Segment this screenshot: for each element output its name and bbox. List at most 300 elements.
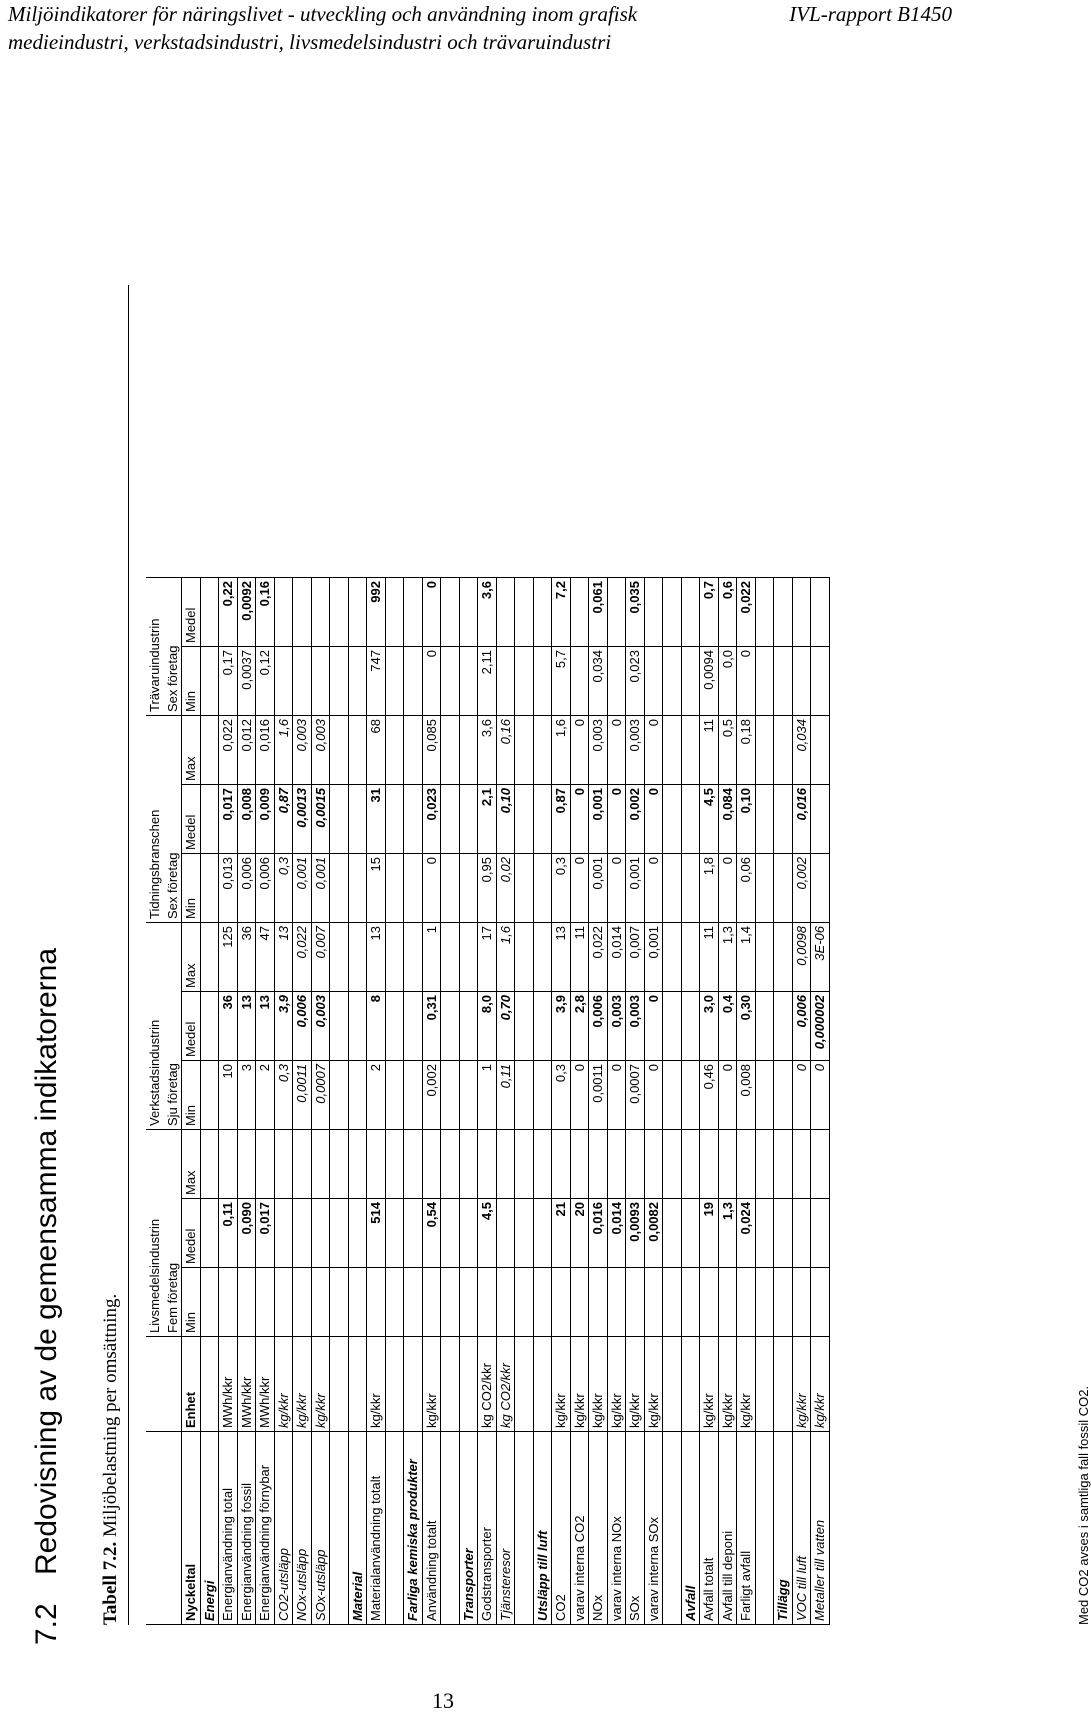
empty-cell bbox=[330, 578, 349, 647]
value-cell: 0,06 bbox=[737, 854, 756, 923]
empty-cell bbox=[663, 647, 682, 716]
empty-cell bbox=[330, 647, 349, 716]
value-cell bbox=[274, 1130, 293, 1199]
value-cell: 3,6 bbox=[478, 578, 497, 647]
value-cell: 0 bbox=[422, 854, 441, 923]
row-label: varav interna NOx bbox=[607, 1432, 626, 1625]
value-cell bbox=[311, 1130, 330, 1199]
value-cell: 0,012 bbox=[237, 716, 256, 785]
empty-cell bbox=[515, 1061, 534, 1130]
row-label: Metaller till vatten bbox=[811, 1432, 830, 1625]
empty-cell bbox=[774, 1061, 793, 1130]
empty-cell bbox=[533, 647, 552, 716]
row-unit: kg CO2/kkr bbox=[478, 1337, 497, 1432]
value-cell: 0 bbox=[737, 647, 756, 716]
empty-cell bbox=[441, 578, 460, 647]
value-cell: 19 bbox=[700, 1199, 719, 1268]
row-unit: MWh/kkr bbox=[256, 1337, 275, 1432]
empty-cell bbox=[515, 1432, 534, 1625]
value-cell: 1 bbox=[422, 923, 441, 992]
row-unit: kg/kkr bbox=[792, 1337, 811, 1432]
value-cell bbox=[274, 647, 293, 716]
row-label: Energianvändning förnybar bbox=[256, 1432, 275, 1625]
empty-cell bbox=[515, 1268, 534, 1337]
empty-cell bbox=[755, 992, 774, 1061]
empty-cell bbox=[459, 647, 478, 716]
value-cell: 0,0037 bbox=[237, 647, 256, 716]
empty-cell bbox=[533, 1337, 552, 1432]
value-cell bbox=[589, 1130, 608, 1199]
table-row bbox=[644, 578, 663, 1625]
row-unit: MWh/kkr bbox=[219, 1337, 238, 1432]
header-empty-cell bbox=[164, 1432, 182, 1625]
empty-cell bbox=[459, 992, 478, 1061]
column-header-medel: Medel bbox=[182, 992, 201, 1061]
value-cell bbox=[607, 647, 626, 716]
empty-cell bbox=[330, 992, 349, 1061]
value-cell: 1,4 bbox=[737, 923, 756, 992]
empty-cell bbox=[755, 1432, 774, 1625]
section-number: 7.2 bbox=[30, 1603, 63, 1645]
empty-cell bbox=[515, 578, 534, 647]
empty-cell bbox=[404, 1337, 423, 1432]
row-unit: kg/kkr bbox=[626, 1337, 645, 1432]
empty-cell bbox=[348, 647, 367, 716]
empty-cell bbox=[385, 1130, 404, 1199]
value-cell: 0 bbox=[811, 1061, 830, 1130]
value-cell: 0,008 bbox=[737, 1061, 756, 1130]
empty-cell bbox=[200, 716, 219, 785]
section-title: Redovisning av de gemensamma indikatorerna bbox=[30, 947, 63, 1575]
empty-cell bbox=[459, 1268, 478, 1337]
value-cell bbox=[737, 1268, 756, 1337]
row-unit: kg/kkr bbox=[274, 1337, 293, 1432]
empty-cell bbox=[459, 1337, 478, 1432]
value-cell: 0,003 bbox=[626, 992, 645, 1061]
value-cell bbox=[256, 1130, 275, 1199]
row-unit: kg/kkr bbox=[552, 1337, 571, 1432]
table-row bbox=[811, 578, 830, 1625]
empty-cell bbox=[515, 1199, 534, 1268]
value-cell: 0,016 bbox=[589, 1199, 608, 1268]
empty-cell bbox=[200, 1199, 219, 1268]
value-cell: 0,3 bbox=[274, 854, 293, 923]
empty-cell bbox=[681, 716, 700, 785]
value-cell: 0 bbox=[422, 647, 441, 716]
value-cell bbox=[293, 1199, 312, 1268]
value-cell bbox=[811, 578, 830, 647]
value-cell: 0,87 bbox=[552, 785, 571, 854]
empty-cell bbox=[663, 1199, 682, 1268]
value-cell bbox=[367, 1130, 386, 1199]
value-cell bbox=[811, 1268, 830, 1337]
value-cell: 0,003 bbox=[293, 716, 312, 785]
empty-cell bbox=[663, 1432, 682, 1625]
industry-company-count: Fem företag bbox=[164, 1130, 182, 1337]
value-cell: 0,022 bbox=[589, 923, 608, 992]
empty-cell bbox=[681, 1337, 700, 1432]
row-unit: kg/kkr bbox=[311, 1337, 330, 1432]
empty-cell bbox=[755, 1061, 774, 1130]
row-label: Avfall totalt bbox=[700, 1432, 719, 1625]
table-row bbox=[737, 578, 756, 1625]
column-header-medel: Medel bbox=[182, 1199, 201, 1268]
value-cell bbox=[274, 1199, 293, 1268]
empty-cell bbox=[459, 578, 478, 647]
value-cell: 5,7 bbox=[552, 647, 571, 716]
empty-cell bbox=[681, 578, 700, 647]
empty-cell bbox=[533, 1268, 552, 1337]
value-cell bbox=[792, 1130, 811, 1199]
table-row bbox=[422, 578, 441, 1625]
empty-cell bbox=[459, 716, 478, 785]
value-cell: 17 bbox=[478, 923, 497, 992]
spacer-row bbox=[663, 578, 682, 1625]
table-row bbox=[311, 578, 330, 1625]
value-cell: 0,003 bbox=[589, 716, 608, 785]
column-header-min: Min bbox=[182, 647, 201, 716]
empty-cell bbox=[330, 1199, 349, 1268]
empty-cell bbox=[663, 716, 682, 785]
value-cell: 0,024 bbox=[737, 1199, 756, 1268]
value-cell: 0,54 bbox=[422, 1199, 441, 1268]
empty-cell bbox=[515, 785, 534, 854]
value-cell bbox=[644, 1130, 663, 1199]
spacer-row bbox=[515, 578, 534, 1625]
value-cell bbox=[811, 785, 830, 854]
value-cell: 0,023 bbox=[422, 785, 441, 854]
empty-cell bbox=[459, 1130, 478, 1199]
empty-cell bbox=[330, 1268, 349, 1337]
value-cell: 36 bbox=[237, 923, 256, 992]
empty-cell bbox=[200, 923, 219, 992]
empty-cell bbox=[385, 785, 404, 854]
empty-cell bbox=[330, 1432, 349, 1625]
empty-cell bbox=[774, 1130, 793, 1199]
empty-cell bbox=[330, 1061, 349, 1130]
value-cell: 68 bbox=[367, 716, 386, 785]
value-cell: 0,084 bbox=[718, 785, 737, 854]
empty-cell bbox=[441, 1199, 460, 1268]
empty-cell bbox=[755, 854, 774, 923]
empty-cell bbox=[681, 1199, 700, 1268]
value-cell bbox=[496, 1199, 515, 1268]
table-row bbox=[478, 578, 497, 1625]
value-cell: 1,3 bbox=[718, 1199, 737, 1268]
value-cell: 11 bbox=[700, 716, 719, 785]
empty-cell bbox=[385, 578, 404, 647]
empty-cell bbox=[459, 854, 478, 923]
column-header-min: Min bbox=[182, 1061, 201, 1130]
empty-cell bbox=[200, 1061, 219, 1130]
empty-cell bbox=[441, 1061, 460, 1130]
empty-cell bbox=[441, 1337, 460, 1432]
row-unit: kg/kkr bbox=[737, 1337, 756, 1432]
value-cell: 0 bbox=[422, 578, 441, 647]
empty-cell bbox=[774, 992, 793, 1061]
column-header-enhet: Enhet bbox=[182, 1337, 201, 1432]
row-label: varav interna SOx bbox=[644, 1432, 663, 1625]
value-cell bbox=[570, 578, 589, 647]
value-cell bbox=[311, 1199, 330, 1268]
value-cell: 0,023 bbox=[626, 647, 645, 716]
value-cell: 0,0094 bbox=[700, 647, 719, 716]
value-cell: 8,0 bbox=[478, 992, 497, 1061]
empty-cell bbox=[663, 923, 682, 992]
empty-cell bbox=[385, 923, 404, 992]
value-cell bbox=[718, 1268, 737, 1337]
value-cell: 0,3 bbox=[552, 854, 571, 923]
value-cell: 0,001 bbox=[311, 854, 330, 923]
value-cell bbox=[589, 1268, 608, 1337]
value-cell bbox=[367, 1268, 386, 1337]
empty-cell bbox=[774, 578, 793, 647]
value-cell: 3,6 bbox=[478, 716, 497, 785]
row-unit: kg CO2/kkr bbox=[496, 1337, 515, 1432]
empty-cell bbox=[681, 992, 700, 1061]
value-cell: 0 bbox=[718, 1061, 737, 1130]
empty-cell bbox=[515, 992, 534, 1061]
empty-cell bbox=[774, 923, 793, 992]
section-label: Avfall bbox=[681, 1432, 700, 1625]
value-cell bbox=[293, 1130, 312, 1199]
industry-name: Verkstadsindustrin bbox=[146, 923, 164, 1130]
value-cell: 0,11 bbox=[219, 1199, 238, 1268]
value-cell: 0,0007 bbox=[311, 1061, 330, 1130]
empty-cell bbox=[404, 992, 423, 1061]
table-row bbox=[256, 578, 275, 1625]
row-label: Energianvändning fossil bbox=[237, 1432, 256, 1625]
section-row bbox=[459, 578, 478, 1625]
value-cell: 0,003 bbox=[607, 992, 626, 1061]
empty-cell bbox=[348, 854, 367, 923]
empty-cell bbox=[774, 854, 793, 923]
empty-cell bbox=[515, 854, 534, 923]
value-cell bbox=[496, 578, 515, 647]
value-cell: 47 bbox=[256, 923, 275, 992]
empty-cell bbox=[755, 923, 774, 992]
column-header-min: Min bbox=[182, 1268, 201, 1337]
empty-cell bbox=[385, 1337, 404, 1432]
row-label: Tjänsteresor bbox=[496, 1432, 515, 1625]
header-title-line2: medieindustri, verkstadsindustri, livsmedelsindustri och trävaruindustri bbox=[8, 30, 612, 54]
empty-cell bbox=[385, 992, 404, 1061]
empty-cell bbox=[681, 1130, 700, 1199]
empty-cell bbox=[200, 578, 219, 647]
table-row bbox=[589, 578, 608, 1625]
value-cell: 0,6 bbox=[718, 578, 737, 647]
column-header-medel: Medel bbox=[182, 578, 201, 647]
value-cell bbox=[644, 578, 663, 647]
value-cell: 0,001 bbox=[589, 785, 608, 854]
table-row bbox=[792, 578, 811, 1625]
value-cell: 0,16 bbox=[256, 578, 275, 647]
row-unit: kg/kkr bbox=[293, 1337, 312, 1432]
empty-cell bbox=[663, 1337, 682, 1432]
empty-cell bbox=[663, 578, 682, 647]
table-row bbox=[293, 578, 312, 1625]
empty-cell bbox=[441, 1268, 460, 1337]
value-cell: 0,0 bbox=[718, 647, 737, 716]
empty-cell bbox=[330, 1130, 349, 1199]
value-cell: 0,31 bbox=[422, 992, 441, 1061]
table-row bbox=[700, 578, 719, 1625]
value-cell: 11 bbox=[570, 923, 589, 992]
empty-cell bbox=[441, 923, 460, 992]
value-cell: 0,009 bbox=[256, 785, 275, 854]
section-row bbox=[200, 578, 219, 1625]
value-cell: 3,0 bbox=[700, 992, 719, 1061]
value-cell: 36 bbox=[219, 992, 238, 1061]
empty-cell bbox=[774, 1337, 793, 1432]
value-cell: 0,95 bbox=[478, 854, 497, 923]
empty-cell bbox=[348, 923, 367, 992]
value-cell: 13 bbox=[552, 923, 571, 992]
table-row bbox=[626, 578, 645, 1625]
value-cell: 0,002 bbox=[792, 854, 811, 923]
industry-company-count: Sex företag bbox=[164, 578, 182, 716]
empty-cell bbox=[404, 854, 423, 923]
row-unit: kg/kkr bbox=[589, 1337, 608, 1432]
section-row bbox=[681, 578, 700, 1625]
value-cell bbox=[274, 1268, 293, 1337]
value-cell: 0,3 bbox=[274, 1061, 293, 1130]
empty-cell bbox=[385, 854, 404, 923]
value-cell: 13 bbox=[237, 992, 256, 1061]
empty-cell bbox=[330, 854, 349, 923]
value-cell: 2,1 bbox=[478, 785, 497, 854]
value-cell: 0,013 bbox=[219, 854, 238, 923]
value-cell: 0 bbox=[570, 854, 589, 923]
empty-cell bbox=[533, 578, 552, 647]
value-cell: 514 bbox=[367, 1199, 386, 1268]
value-cell bbox=[293, 1268, 312, 1337]
empty-cell bbox=[404, 1268, 423, 1337]
header-row-counts bbox=[164, 578, 182, 1625]
empty-cell bbox=[681, 647, 700, 716]
value-cell: 2,8 bbox=[570, 992, 589, 1061]
value-cell: 0,016 bbox=[792, 785, 811, 854]
empty-cell bbox=[755, 647, 774, 716]
column-header-min: Min bbox=[182, 854, 201, 923]
value-cell: 0,18 bbox=[737, 716, 756, 785]
column-header-max: Max bbox=[182, 1130, 201, 1199]
row-label: NOx-utsläpp bbox=[293, 1432, 312, 1625]
column-header-max: Max bbox=[182, 716, 201, 785]
empty-cell bbox=[348, 992, 367, 1061]
value-cell: 0,0092 bbox=[237, 578, 256, 647]
value-cell: 0 bbox=[792, 1061, 811, 1130]
value-cell bbox=[570, 647, 589, 716]
industry-company-count: Sex företag bbox=[164, 716, 182, 923]
section-row bbox=[404, 578, 423, 1625]
empty-cell bbox=[663, 1130, 682, 1199]
row-unit: kg/kkr bbox=[700, 1337, 719, 1432]
value-cell: 0,11 bbox=[496, 1061, 515, 1130]
value-cell: 0,0007 bbox=[626, 1061, 645, 1130]
empty-cell bbox=[515, 716, 534, 785]
row-label: Materialanvändning totalt bbox=[367, 1432, 386, 1625]
table-row bbox=[718, 578, 737, 1625]
empty-cell bbox=[515, 647, 534, 716]
value-cell: 0 bbox=[718, 854, 737, 923]
value-cell: 13 bbox=[256, 992, 275, 1061]
empty-cell bbox=[441, 647, 460, 716]
empty-cell bbox=[681, 1268, 700, 1337]
value-cell: 0,0093 bbox=[626, 1199, 645, 1268]
value-cell bbox=[607, 1130, 626, 1199]
value-cell: 0,034 bbox=[792, 716, 811, 785]
empty-cell bbox=[533, 1061, 552, 1130]
value-cell: 31 bbox=[367, 785, 386, 854]
row-unit: kg/kkr bbox=[367, 1337, 386, 1432]
value-cell: 0,001 bbox=[589, 854, 608, 923]
value-cell: 0,002 bbox=[626, 785, 645, 854]
value-cell: 125 bbox=[219, 923, 238, 992]
empty-cell bbox=[348, 1130, 367, 1199]
empty-cell bbox=[200, 1337, 219, 1432]
row-label: Godstransporter bbox=[478, 1432, 497, 1625]
value-cell: 20 bbox=[570, 1199, 589, 1268]
empty-cell bbox=[774, 1199, 793, 1268]
header-row-industries bbox=[146, 578, 164, 1625]
value-cell: 0 bbox=[644, 1061, 663, 1130]
table-row bbox=[607, 578, 626, 1625]
value-cell: 15 bbox=[367, 854, 386, 923]
empty-cell bbox=[663, 785, 682, 854]
row-unit: kg/kkr bbox=[811, 1337, 830, 1432]
industry-name: Tidningsbranschen bbox=[146, 716, 164, 923]
empty-cell bbox=[200, 992, 219, 1061]
empty-cell bbox=[385, 1061, 404, 1130]
value-cell: 1,3 bbox=[718, 923, 737, 992]
row-unit: kg/kkr bbox=[718, 1337, 737, 1432]
empty-cell bbox=[385, 647, 404, 716]
caption-rule bbox=[128, 285, 129, 1625]
value-cell: 0,014 bbox=[607, 923, 626, 992]
empty-cell bbox=[385, 716, 404, 785]
empty-cell bbox=[459, 785, 478, 854]
row-label: varav interna CO2 bbox=[570, 1432, 589, 1625]
empty-cell bbox=[385, 1432, 404, 1625]
section-row bbox=[774, 578, 793, 1625]
empty-cell bbox=[330, 716, 349, 785]
value-cell: 0,12 bbox=[256, 647, 275, 716]
table-row bbox=[496, 578, 515, 1625]
empty-cell bbox=[515, 923, 534, 992]
value-cell: 0,22 bbox=[219, 578, 238, 647]
row-unit: MWh/kkr bbox=[237, 1337, 256, 1432]
value-cell: 0,016 bbox=[256, 716, 275, 785]
value-cell bbox=[311, 1268, 330, 1337]
empty-cell bbox=[348, 1268, 367, 1337]
empty-cell bbox=[441, 785, 460, 854]
empty-cell bbox=[533, 716, 552, 785]
value-cell: 7,2 bbox=[552, 578, 571, 647]
value-cell: 0 bbox=[570, 1061, 589, 1130]
value-cell bbox=[311, 578, 330, 647]
empty-cell bbox=[200, 1130, 219, 1199]
value-cell bbox=[570, 1130, 589, 1199]
table-row bbox=[219, 578, 238, 1625]
value-cell bbox=[811, 647, 830, 716]
table-caption bbox=[100, 1294, 122, 1625]
empty-cell bbox=[755, 716, 774, 785]
empty-cell bbox=[404, 578, 423, 647]
empty-cell bbox=[533, 785, 552, 854]
empty-cell bbox=[441, 1432, 460, 1625]
empty-cell bbox=[774, 647, 793, 716]
